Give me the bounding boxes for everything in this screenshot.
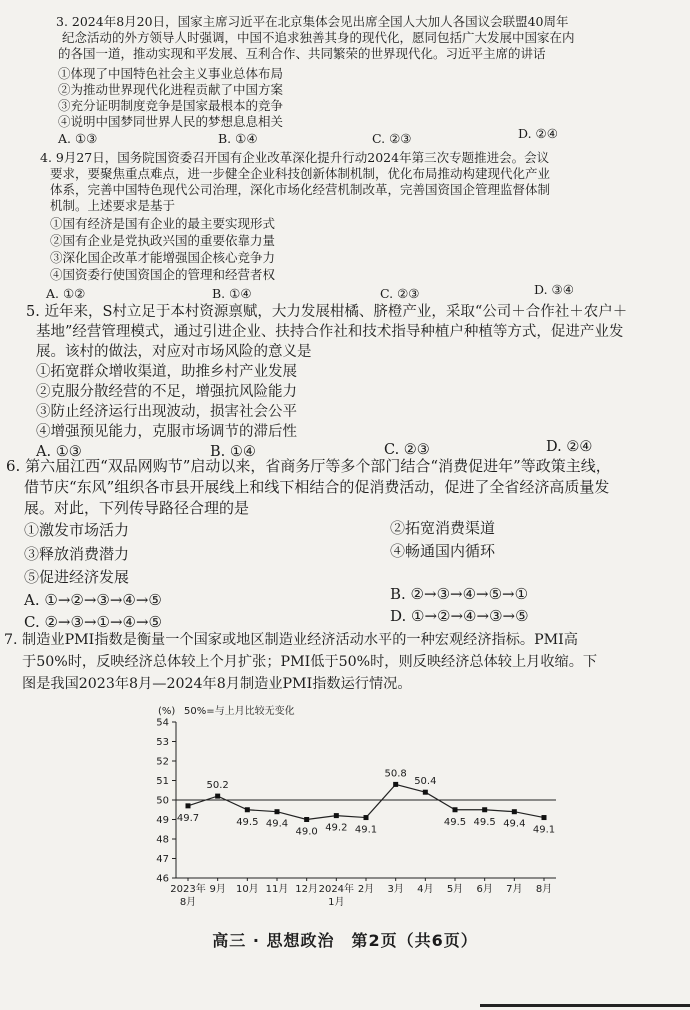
y-tick-label: 48 xyxy=(156,834,169,846)
q3-statement: ②为推动世界现代化进程贡献了中国方案 xyxy=(58,82,284,97)
pmi-data-label: 49.5 xyxy=(236,816,259,828)
q3-option-c: C. ②③ xyxy=(372,131,412,146)
q5-statement: ①拓宽群众增收渠道，助推乡村产业发展 xyxy=(36,364,297,380)
pmi-series-line xyxy=(188,784,544,819)
q5-statement: ④增强预见能力，克服市场调节的滞后性 xyxy=(36,424,297,440)
pmi-line-chart xyxy=(148,700,578,910)
bottom-rule xyxy=(480,1004,690,1007)
y-tick-label: 49 xyxy=(156,815,169,826)
pmi-data-point xyxy=(304,817,309,822)
q5-option-c: C. ②③ xyxy=(384,442,430,458)
y-tick-label: 47 xyxy=(156,854,169,865)
x-tick-label: 9月 xyxy=(209,884,226,895)
pmi-data-label: 50.4 xyxy=(414,776,437,788)
pmi-data-label: 49.7 xyxy=(176,812,200,824)
pmi-data-point xyxy=(542,815,547,820)
q6-option-c: C. ②→③→①→④→⑤ xyxy=(24,613,162,631)
pmi-data-point xyxy=(423,790,428,795)
pmi-data-point xyxy=(245,807,250,812)
pmi-data-point xyxy=(215,794,220,799)
q5-line: 展。该村的做法，对应对市场风险的意义是 xyxy=(36,344,312,360)
x-tick-label: 2024年 xyxy=(318,884,355,895)
pmi-data-point xyxy=(393,782,398,787)
q3-line: 的各国一道，推动实现和平发展、互利合作、共同繁荣的世界现代化。习近平主席的讲话 xyxy=(58,46,546,61)
q6-item: ④畅通国内循环 xyxy=(390,542,496,560)
q6-line: 展。对此，下列传导路径合理的是 xyxy=(24,499,250,517)
pmi-data-label: 49.1 xyxy=(354,824,378,836)
q5-option-d: D. ②④ xyxy=(546,439,593,455)
q4-option-c: C. ②③ xyxy=(380,286,420,301)
q4-line: 4. 9月27日，国务院国资委召开国有企业改革深化提升行动2024年第三次专题推进会。会议 xyxy=(40,150,550,165)
pmi-data-label: 50.2 xyxy=(206,780,229,792)
q5-line: 5. 近年来，S村立足于本村资源禀赋，大力发展柑橘、脐橙产业，采取“公司＋合作社＋农户＋ xyxy=(26,304,628,320)
page-footer: 高三 · 思想政治 第2页（共6页） xyxy=(212,931,478,950)
q3-statement: ③充分证明制度竞争是国家最根本的竞争 xyxy=(58,98,284,113)
x-tick-label: 5月 xyxy=(446,884,464,895)
q3-option-b: B. ①④ xyxy=(218,131,258,146)
x-tick-label: 4月 xyxy=(417,884,434,895)
pmi-data-point xyxy=(275,809,280,814)
q3-statement: ①体现了中国特色社会主义事业总体布局 xyxy=(58,66,284,81)
q7-line: 图是我国2023年8月—2024年8月制造业PMI指数运行情况。 xyxy=(22,676,412,692)
q4-statement: ①国有经济是国有企业的最主要实现形式 xyxy=(50,216,276,231)
q7-line: 7. 制造业PMI指数是衡量一个国家或地区制造业经济活动水平的一种宏观经济指标。PMI高 xyxy=(4,632,578,648)
pmi-data-label: 49.4 xyxy=(503,818,526,830)
x-tick-label: 10月 xyxy=(235,884,259,895)
y-tick-label: 54 xyxy=(156,717,169,729)
pmi-data-point xyxy=(453,807,458,812)
pmi-data-point xyxy=(186,803,191,808)
q3-line: 纪念活动的外方领导人时强调，中国不追求独善其身的现代化，愿同包括广大发展中国家在内 xyxy=(62,30,575,45)
q4-line: 体系，完善中国特色现代公司治理，深化市场化经营机制改革，完善国资国企管理监督体制 xyxy=(50,182,551,197)
x-tick-label: 7月 xyxy=(506,884,523,895)
q4-statement: ③深化国企改革才能增强国企核心竞争力 xyxy=(50,250,276,265)
q3-line: 3. 2024年8月20日，国家主席习近平在北京集体会见出席全国人大加人各国议会联盟40周年 xyxy=(56,14,569,29)
x-tick-label: 11月 xyxy=(265,884,289,895)
q6-item: ①激发市场活力 xyxy=(24,521,130,539)
q6-item: ⑤促进经济发展 xyxy=(24,568,130,586)
q4-statement: ②国有企业是党执政兴国的重要依靠力量 xyxy=(50,233,276,248)
q4-option-a: A. ①② xyxy=(46,286,86,301)
q6-option-d: D. ①→②→④→③→⑤ xyxy=(390,607,529,625)
q5-line: 基地”经营管理模式，通过引进企业、扶持合作社和技术指导种植户种植等方式，促进产业发 xyxy=(36,324,624,340)
q7-line: 于50%时，反映经济总体较上个月扩张；PMI低于50%时，则反映经济总体较上月收缩。下 xyxy=(22,654,598,670)
q4-line: 要求，要聚焦重点难点，进一步健全企业科技创新体制机制，优化布局推动构建现代化产业 xyxy=(50,166,551,181)
q4-option-b: B. ①④ xyxy=(212,286,252,301)
q4-line: 机制。上述要求是基于 xyxy=(50,198,176,213)
y-tick-label: 51 xyxy=(156,776,169,787)
y-unit-label: (%) xyxy=(158,706,176,717)
x-tick-label: 1月 xyxy=(328,897,345,908)
x-tick-label: 6月 xyxy=(476,884,493,895)
q5-statement: ②克服分散经营的不足，增强抗风险能力 xyxy=(36,384,297,400)
x-tick-label: 8月 xyxy=(535,884,553,895)
q6-item: ③释放消费潜力 xyxy=(24,545,130,563)
q4-option-d: D. ③④ xyxy=(534,282,574,297)
pmi-data-label: 50.8 xyxy=(384,768,407,780)
pmi-data-label: 49.5 xyxy=(443,816,467,828)
pmi-data-label: 49.4 xyxy=(265,818,289,830)
y-tick-label: 50 xyxy=(156,795,169,807)
q5-option-a: A. ①③ xyxy=(36,444,82,460)
q4-statement: ④国资委行使国资国企的管理和经营者权 xyxy=(50,267,276,282)
x-tick-label: 12月 xyxy=(295,884,319,895)
pmi-data-label: 49.5 xyxy=(473,816,496,828)
q5-option-b: B. ①④ xyxy=(210,444,256,460)
pmi-data-point xyxy=(364,815,369,820)
x-tick-label: 2023年 xyxy=(170,884,206,895)
q5-statement: ③防止经济运行出现波动，损害社会公平 xyxy=(36,404,297,420)
q3-option-d: D. ②④ xyxy=(518,126,558,141)
legend-note: 50%=与上月比较无变化 xyxy=(184,706,295,717)
q6-option-b: B. ②→③→④→⑤→① xyxy=(390,585,529,603)
y-tick-label: 52 xyxy=(156,756,169,768)
x-tick-label: 3月 xyxy=(387,884,404,895)
pmi-data-point xyxy=(512,809,517,814)
q6-item: ②拓宽消费渠道 xyxy=(390,519,496,537)
q6-option-a: A. ①→②→③→④→⑤ xyxy=(24,591,162,609)
pmi-data-point xyxy=(482,807,487,812)
q6-line: 6. 第六届江西“双品网购节”启动以来，省商务厅等多个部门结合“消费促进年”等政策主线， xyxy=(6,457,611,475)
pmi-chart-svg xyxy=(148,700,578,910)
q3-option-a: A. ①③ xyxy=(58,131,98,146)
pmi-data-label: 49.1 xyxy=(532,824,556,836)
x-tick-label: 2月 xyxy=(357,884,375,895)
pmi-data-label: 49.2 xyxy=(325,822,348,834)
y-tick-label: 53 xyxy=(156,737,169,748)
pmi-data-point xyxy=(334,813,339,818)
q6-line: 借节庆“东风”组织各市县开展线上和线下相结合的促消费活动，促进了全省经济高质量发 xyxy=(24,478,610,496)
y-tick-label: 46 xyxy=(156,873,169,885)
pmi-data-label: 49.0 xyxy=(295,826,318,838)
q3-statement: ④说明中国梦同世界人民的梦想息息相关 xyxy=(58,114,284,129)
x-tick-label: 8月 xyxy=(179,897,197,908)
